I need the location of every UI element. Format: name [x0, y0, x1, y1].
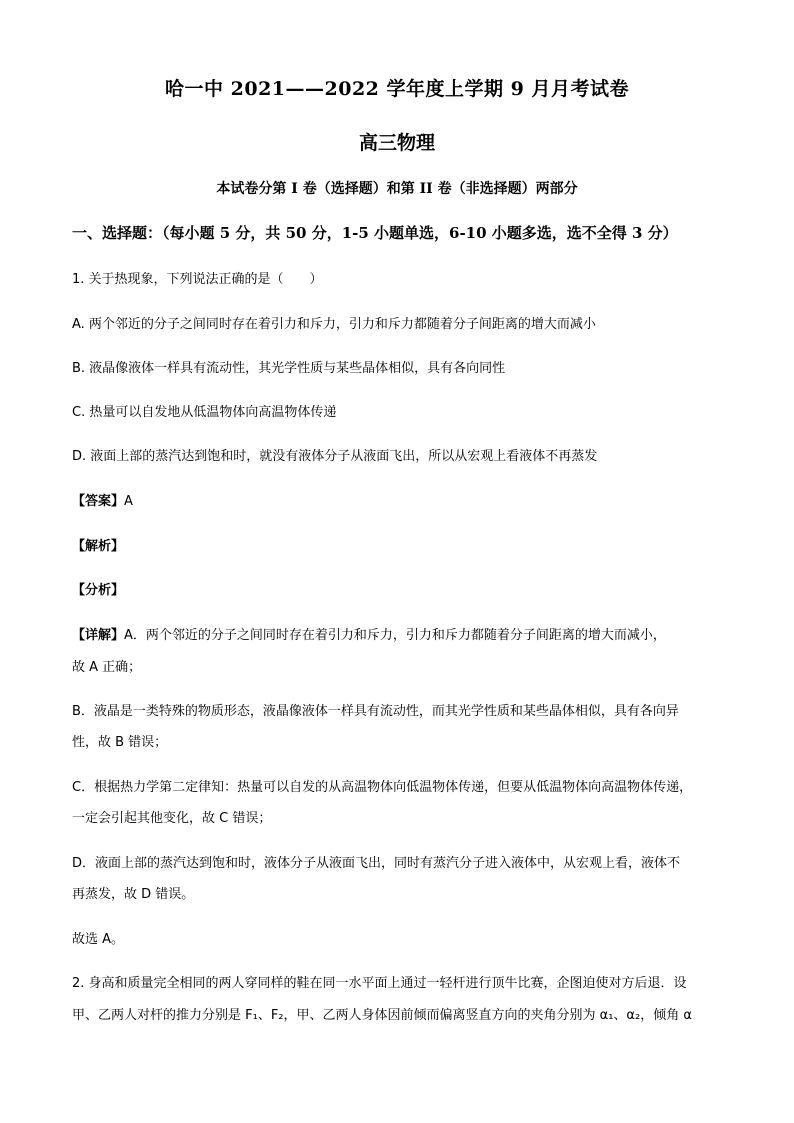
analysis-label: 【解析】 — [72, 539, 125, 554]
analysis-row — [72, 535, 124, 554]
detail-line-3: B．液晶是一类特殊的物质形态，液晶像液体一样具有流动性，而其光学性质和某些晶体相似，具有各向异 — [72, 704, 679, 719]
conclusion: 故选 A。 — [72, 932, 125, 947]
exam-subject: 高三物理 — [358, 132, 435, 154]
question-1-stem: 1. 关于热现象，下列说法正确的是（ ） — [72, 272, 323, 287]
detail-line-2: 故 A 正确； — [72, 660, 142, 675]
fenxi-label: 【分析】 — [72, 583, 125, 598]
detail-line-6: 一定会引起其他变化，故 C 错误； — [72, 811, 272, 826]
question-1-option-d: D. 液面上部的蒸汽达到饱和时，就没有液体分子从液面飞出，所以从宏观上看液体不再蒸发 — [72, 449, 598, 464]
detail-text-1: A．两个邻近的分子之间同时存在着引力和斥力，引力和斥力都随着分子间距离的增大而减小， — [124, 628, 666, 643]
detail-line-4: 性，故 B 错误； — [72, 735, 168, 750]
question-2-line-1: 2. 身高和质量完全相同的两人穿同样的鞋在同一水平面上通过一轻杆进行顶牛比赛，企图迫使对方后退．设 — [72, 976, 687, 991]
section-heading: 一、选择题：（每小题 5 分，共 50 分，1-5 小题单选，6-10 小题多选，选不全得 3 分） — [72, 224, 678, 242]
question-1-option-a: A. 两个邻近的分子之间同时存在着引力和斥力，引力和斥力都随着分子间距离的增大而减小 — [72, 317, 596, 332]
exam-note: 本试卷分第 I 卷（选择题）和第 II 卷（非选择题）两部分 — [216, 181, 578, 197]
answer-label: 【答案】 — [72, 494, 125, 509]
exam-title: 哈一中 2021——2022 学年度上学期 9 月月考试卷 — [165, 78, 629, 100]
answer-value: A — [124, 494, 133, 509]
question-2-line-2: 甲、乙两人对杆的推力分别是 F₁、F₂，甲、乙两人身体因前倾而偏离竖直方向的夹角分别为 α₁、α₂，倾角 α — [72, 1008, 692, 1023]
question-1-option-c: C. 热量可以自发地从低温物体向高温物体传递 — [72, 405, 337, 420]
answer-row — [72, 490, 133, 509]
fenxi-row — [72, 579, 124, 598]
detail-line-5: C．根据热力学第二定律知：热量可以自发的从高温物体向低温物体传递，但要从低温物体向高温物体传递， — [72, 780, 693, 795]
detail-label: 【详解】 — [72, 628, 125, 643]
question-1-option-b: B. 液晶像液体一样具有流动性，其光学性质与某些晶体相似，具有各向同性 — [72, 361, 506, 376]
detail-line-7: D．液面上部的蒸汽达到饱和时，液体分子从液面飞出，同时有蒸汽分子进入液体中，从宏观上看，液体不 — [72, 856, 681, 871]
detail-line-1 — [72, 624, 666, 643]
detail-line-8: 再蒸发，故 D 错误。 — [72, 887, 195, 902]
